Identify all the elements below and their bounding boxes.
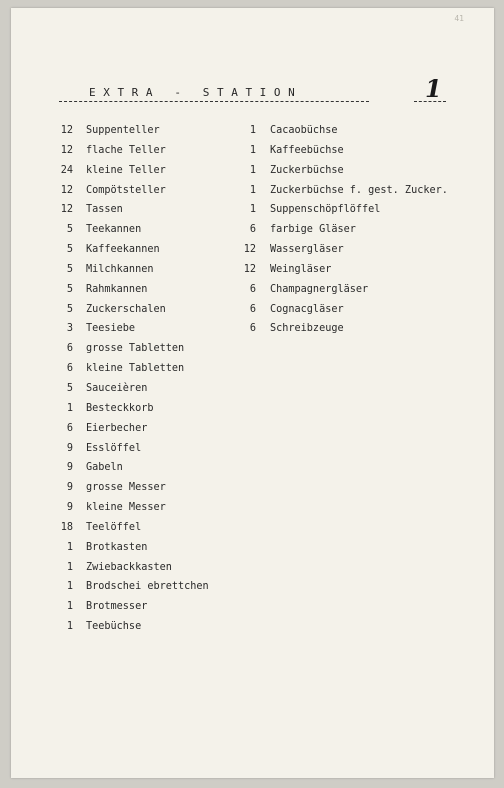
item-name: Zuckerbüchse (270, 164, 344, 176)
item-quantity: 12 (60, 125, 73, 136)
item-name: Milchkannen (86, 263, 154, 275)
item-name: Cacaobüchse (270, 125, 338, 136)
item-quantity: 6 (249, 303, 256, 315)
page-number: 1 (425, 74, 442, 103)
item-name: Eierbecher (86, 422, 148, 434)
item-quantity: 5 (66, 224, 73, 236)
item-quantity: 6 (66, 422, 73, 434)
item-name: Compötsteller (86, 184, 166, 196)
item-name: Rahmkannen (86, 283, 148, 295)
item-name: Gabeln (86, 462, 123, 474)
item-quantity: 1 (249, 164, 256, 176)
item-quantity: 9 (66, 482, 73, 494)
item-name: Wassergläser (270, 244, 344, 256)
item-name: Teelöffel (86, 521, 142, 533)
item-quantity: 6 (249, 283, 256, 295)
item-name: Teesiebe (86, 323, 136, 335)
item-name: Teebüchse (86, 621, 142, 633)
item-name: grosse Messer (86, 482, 166, 494)
item-quantity: 9 (66, 502, 73, 514)
item-quantity: 12 (60, 184, 73, 196)
item-quantity: 5 (66, 303, 73, 315)
item-quantity: 1 (66, 541, 73, 553)
item-name: Brotkasten (86, 541, 148, 553)
item-name: Kaffeebüchse (270, 144, 344, 156)
title-underline (59, 101, 369, 102)
item-name: Zuckerschalen (86, 303, 166, 315)
item-name: Kaffeekannen (86, 244, 160, 256)
item-quantity: 5 (66, 244, 73, 256)
item-quantity: 5 (66, 382, 73, 394)
item-name: flache Teller (86, 144, 166, 156)
item-quantity: 1 (249, 125, 256, 136)
item-quantity: 12 (243, 263, 256, 275)
item-name: Brotmesser (86, 601, 148, 613)
item-quantity: 1 (249, 144, 256, 156)
item-quantity: 6 (66, 363, 73, 375)
item-quantity: 3 (66, 323, 73, 335)
archive-mark: 41 (454, 14, 464, 23)
item-name: Tassen (86, 204, 123, 216)
page-title: EXTRA - STATION (89, 86, 303, 99)
item-name: Esslöffel (86, 442, 142, 454)
item-quantity: 1 (66, 561, 73, 573)
item-quantity: 12 (60, 204, 73, 216)
item-quantity: 9 (66, 462, 73, 474)
item-name: grosse Tabletten (86, 343, 185, 355)
item-name: Sauceièren (86, 382, 148, 394)
page-number-underline (414, 101, 446, 102)
item-quantity: 6 (249, 224, 256, 236)
item-quantity: 12 (243, 244, 256, 256)
item-name: Champagnergläser (270, 283, 369, 295)
item-name: kleine Tabletten (86, 363, 185, 375)
item-quantity: 1 (249, 184, 256, 196)
item-quantity: 24 (60, 164, 73, 176)
item-quantity: 5 (66, 263, 73, 275)
item-quantity: 12 (60, 144, 73, 156)
item-name: Besteckkorb (86, 402, 154, 414)
item-quantity: 6 (249, 323, 256, 335)
item-name: farbige Gläser (270, 224, 356, 236)
item-name: kleine Messer (86, 502, 166, 514)
item-name: Weingläser (270, 263, 332, 275)
item-name: Zuckerbüchse f. gest. Zucker. (270, 184, 448, 196)
item-name: Brodschei ebrettchen (86, 581, 209, 593)
item-quantity: 1 (66, 601, 73, 613)
item-quantity: 6 (66, 343, 73, 355)
document-page (11, 8, 494, 778)
item-name: Suppenschöpflöffel (270, 204, 381, 216)
item-name: Suppenteller (86, 125, 160, 136)
item-name: Zwiebackkasten (86, 561, 172, 573)
item-quantity: 1 (249, 204, 256, 216)
item-name: Cognacgläser (270, 303, 344, 315)
item-quantity: 1 (66, 621, 73, 633)
item-name: kleine Teller (86, 164, 166, 176)
item-quantity: 18 (60, 521, 73, 533)
item-name: Teekannen (86, 224, 142, 236)
item-quantity: 5 (66, 283, 73, 295)
item-quantity: 1 (66, 581, 73, 593)
item-quantity: 1 (66, 402, 73, 414)
item-quantity: 9 (66, 442, 73, 454)
item-name: Schreibzeuge (270, 323, 344, 335)
